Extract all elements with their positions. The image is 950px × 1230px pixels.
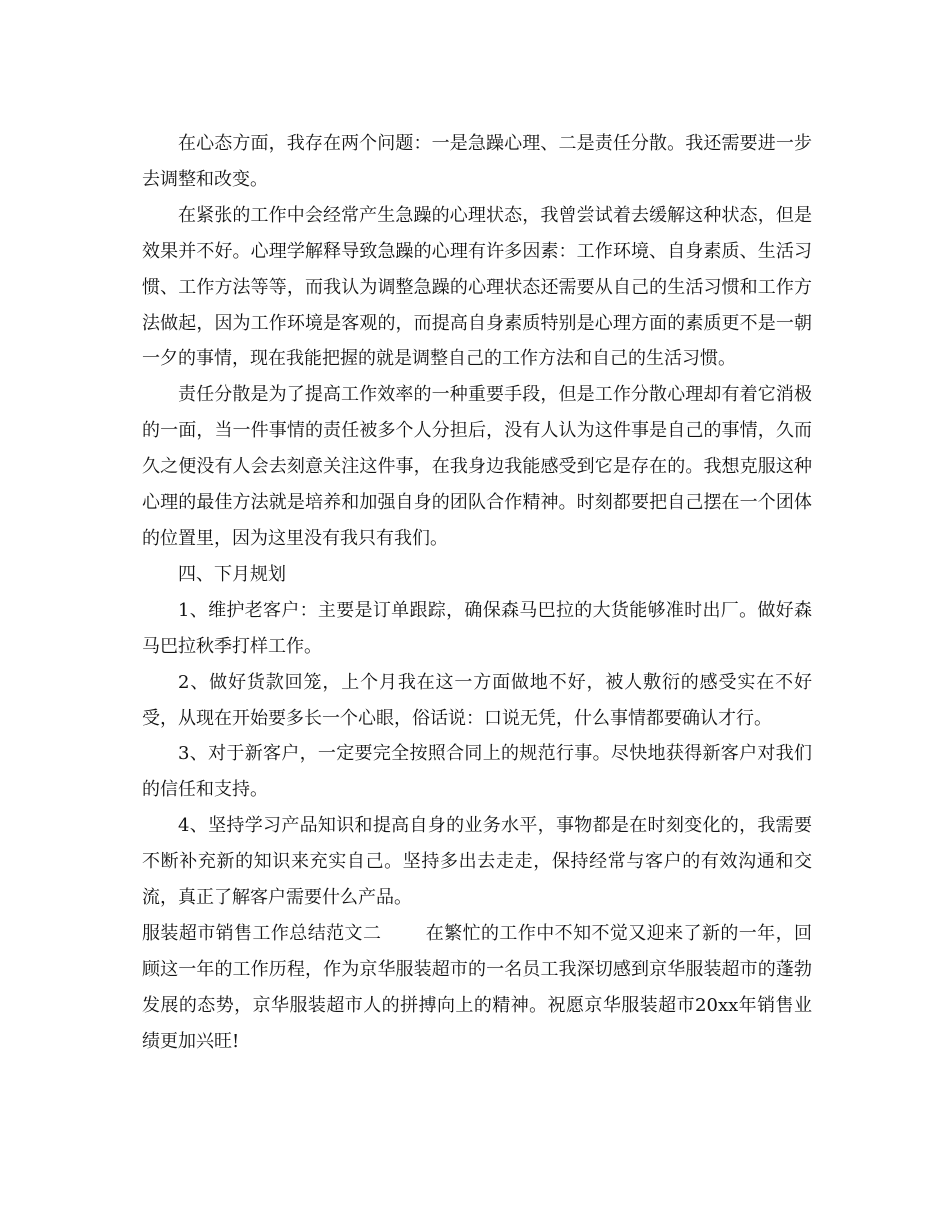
document-body [142,126,812,1060]
paragraph-mindset-intro: 在心态方面，我存在两个问题：一是急躁心理、二是责任分散。我还需要进一步去调整和改变。 [142,133,812,190]
article-two-body: 在繁忙的工作中不知不觉又迎来了新的一年，回顾这一年的工作历程，作为京华服装超市的一名员工我深切感到京华服装超市的蓬勃发展的态势，京华服装超市人的拼搏向上的精神。祝愿京华服装超市20xx年销售业绩更加兴旺! [142,922,813,1052]
plan-item-4: 4、坚持学习产品知识和提高自身的业务水平，事物都是在时刻变化的，我需要不断补充新的知识来充实自己。坚持多出去走走，保持经常与客户的有效沟通和交流，真正了解客户需要什么产品。 [142,815,812,909]
plan-item-2: 2、做好货款回笼，上个月我在这一方面做地不好，被人敷衍的感受实在不好受，从现在开始要多长一个心眼，俗话说：口说无凭，什么事情都要确认才行。 [142,671,812,729]
paragraph-responsibility: 责任分散是为了提高工作效率的一种重要手段，但是工作分散心理却有着它消极的一面，当一件事情的责任被多个人分担后，没有人认为这件事是自己的事情，久而久之便没有人会去刻意关注这件事，在我身边我能感受到它是存在的。我想克服这种心理的最佳方法就是培养和加强自身的团队合作精神。时刻都要把自己摆在一个团体的位置里，因为这里没有我只有我们。 [142,384,812,549]
article-two-heading: 服装超市销售工作总结范文二 [142,922,382,944]
paragraph-impatience: 在紧张的工作中会经常产生急躁的心理状态，我曾尝试着去缓解这种状态，但是效果并不好。心理学解释导致急躁的心理有许多因素：工作环境、自身素质、生活习惯、工作方法等等，而我认为调整急躁的心理状态还需要从自己的生活习惯和工作方法做起，因为工作环境是客观的，而提高自身素质特别是心理方面的素质更不是一朝一夕的事情，现在我能把握的就是调整自己的工作方法和自己的生活习惯。 [142,204,812,370]
plan-item-3: 3、对于新客户，一定要完全按照合同上的规范行事。尽快地获得新客户对我们的信任和支持。 [142,743,812,801]
plan-item-1: 1、维护老客户：主要是订单跟踪，确保森马巴拉的大货能够准时出厂。做好森马巴拉秋季打样工作。 [142,599,812,657]
section-heading-next-month-plan: 四、下月规划 [178,563,286,585]
final-paragraph [142,916,812,1060]
